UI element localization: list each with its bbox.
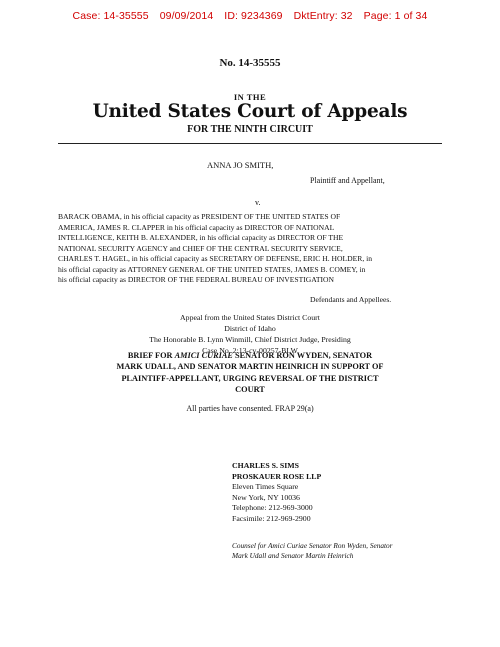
defendants-line: BARACK OBAMA, in his official capacity as PRESIDENT OF THE UNITED STATES OF: [58, 212, 341, 221]
stamp-case: Case: 14-35555: [72, 10, 149, 22]
appeal-line: Case No. 2:13-cv-00257-BLW: [202, 346, 298, 355]
appeal-line: Appeal from the United States District Court: [180, 313, 320, 322]
appeal-line: The Honorable B. Lynn Winmill, Chief District Judge, Presiding: [149, 335, 351, 344]
plaintiff-role: Plaintiff and Appellant,: [310, 176, 385, 185]
counsel-for-line: Counsel for Amici Curiae Senator Ron Wyden, Senator: [232, 541, 393, 550]
counsel-for: [232, 541, 452, 562]
brief-title-line: COURT: [235, 385, 265, 395]
brief-title: [98, 350, 402, 396]
brief-title-line: PLAINTIFF-APPELLANT, URGING REVERSAL OF THE DISTRICT: [121, 373, 379, 383]
defendants-list: [58, 212, 442, 286]
counsel-address-line2: New York, NY 10036: [232, 492, 300, 502]
circuit-name: FOR THE NINTH CIRCUIT: [187, 124, 313, 135]
versus-label: v.: [255, 198, 261, 207]
appeal-line: District of Idaho: [224, 324, 276, 333]
ecf-header-stamp: [0, 10, 500, 22]
defendants-line: INTELLIGENCE, KEITH B. ALEXANDER, in his official capacity as DIRECTOR OF THE: [58, 233, 344, 242]
defendants-line: AMERICA, JAMES R. CLAPPER in his official capacity as DIRECTOR OF NATIONAL: [58, 222, 335, 232]
in-the-label: IN THE: [233, 92, 267, 102]
counsel-for-line: Mark Udall and Senator Martin Heinrich: [232, 551, 354, 561]
counsel-name: CHARLES S. SIMS: [232, 461, 299, 470]
defendants-line: CHARLES T. HAGEL, in his official capacity as SECRETARY OF DEFENSE, ERIC H. HOLDER, in: [58, 254, 373, 263]
defendants-line: his official capacity as DIRECTOR OF THE FEDERAL BUREAU OF INVESTIGATION: [58, 275, 335, 284]
stamp-id: ID: 9234369: [224, 10, 283, 22]
defendants-role: Defendants and Appellees.: [310, 295, 392, 304]
consent-statement: All parties have consented. FRAP 29(a): [186, 404, 314, 413]
brief-prefix: BRIEF FOR: [127, 351, 173, 360]
plaintiff-name: ANNA JO SMITH,: [207, 160, 274, 170]
brief-line1-rest: SENATOR RON WYDEN, SENATOR: [235, 351, 373, 360]
counsel-telephone: Telephone: 212-969-3000: [232, 503, 313, 512]
counsel-block: [232, 461, 321, 524]
court-name: United States Court of Appeals: [92, 101, 408, 122]
divider-top: [58, 143, 442, 144]
defendants-line: NATIONAL SECURITY AGENCY and CHIEF OF THE CENTRAL SECURITY SERVICE,: [58, 243, 343, 253]
brief-title-line: [98, 350, 402, 361]
stamp-date: 09/09/2014: [159, 10, 214, 22]
brief-title-line: MARK UDALL, AND SENATOR MARTIN HEINRICH IN SUPPORT OF: [116, 362, 384, 372]
stamp-page: Page: 1 of 34: [363, 10, 428, 22]
counsel-facsimile: Facsimile: 212-969-2900: [232, 513, 311, 523]
stamp-dkt-entry: DktEntry: 32: [293, 10, 353, 22]
docket-number: No. 14-35555: [219, 57, 281, 69]
counsel-firm: PROSKAUER ROSE LLP: [232, 471, 322, 481]
counsel-address-line1: Eleven Times Square: [232, 482, 299, 491]
brief-amici: AMICI CURIAE: [174, 351, 233, 360]
defendants-line: his official capacity as ATTORNEY GENERAL OF THE UNITED STATES, JAMES B. COMEY, in: [58, 264, 366, 274]
